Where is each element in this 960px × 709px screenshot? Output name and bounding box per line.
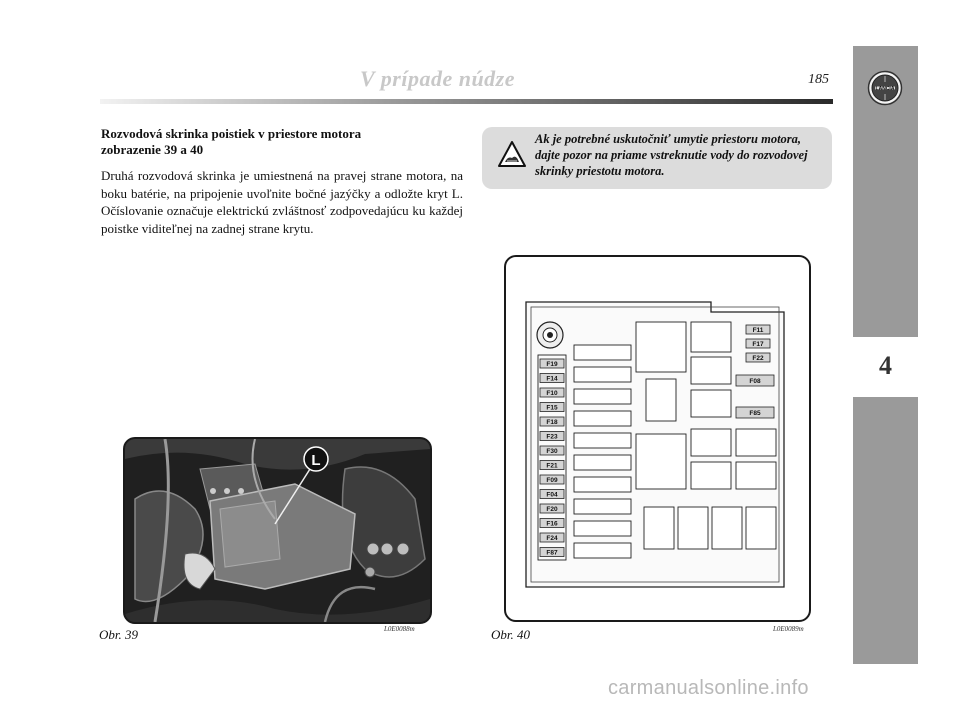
figure-39-caption: Obr. 39 — [99, 627, 139, 642]
page-header-title: V prípade núdze — [360, 66, 516, 91]
figure-39-code: L0E0088m — [384, 625, 415, 633]
fuse-f14 — [540, 374, 564, 383]
fuse-label: F18 — [546, 418, 558, 426]
fuse-f04 — [540, 490, 564, 499]
callout-L: L — [311, 452, 321, 469]
fuse-f08 — [736, 375, 774, 386]
figure-39-photo — [123, 437, 432, 624]
fuse-label: F16 — [546, 520, 558, 528]
fuse-label: F20 — [546, 505, 558, 513]
header-rule — [100, 99, 833, 104]
fuse-f17 — [746, 339, 770, 348]
fuse-f23 — [540, 432, 564, 441]
fuse-label: F15 — [546, 404, 558, 412]
section-body: Druhá rozvodová skrinka je umiestnená na pravej strane motora, na boku batérie, na pripojenie uvoľnite bočné jazýčky a odložte kryt L. Očíslovanie označuje elektrickú zvláštnosť zodpovedajúcu ku každej poistke viditeľnej na zadnej strane krytu. — [101, 168, 463, 236]
top-right-fuse-group — [746, 325, 770, 362]
fuse-label: F08 — [749, 377, 761, 385]
fuse-label: F17 — [752, 340, 764, 348]
fuse-label: F21 — [546, 462, 558, 470]
fuse-f22 — [746, 353, 770, 362]
lancia-logo — [867, 70, 903, 106]
fuse-label: F10 — [546, 389, 558, 397]
fuse-f21 — [540, 461, 564, 470]
logo-text: LANCIA — [875, 86, 895, 92]
section-heading-line-1: Rozvodová skrinka poistiek v priestore motora — [101, 126, 362, 141]
fuse-f18 — [540, 417, 564, 426]
engine-bay-illustration — [125, 439, 430, 622]
fuse-f85 — [736, 407, 774, 418]
warning-text: Ak je potrebné uskutočniť umytie priestoru motora, dajte pozor na priame vstreknutie vody do rozvodovej skrinky priestotu motora. — [535, 132, 808, 178]
fuse-f11 — [746, 325, 770, 334]
fuse-f20 — [540, 504, 564, 513]
watermark: carmanualsonline.info — [608, 677, 809, 699]
fuse-label: F09 — [546, 476, 558, 484]
fuse-f19 — [540, 359, 564, 368]
fusebox-svg — [506, 257, 809, 620]
section-heading-line-2: zobrazenie 39 a 40 — [101, 142, 204, 157]
fuse-label: F23 — [546, 433, 558, 441]
fuse-label: F22 — [752, 354, 764, 362]
fuse-label: F04 — [546, 491, 558, 499]
fuse-f15 — [540, 403, 564, 412]
figure-40-caption: Obr. 40 — [491, 627, 531, 642]
fuse-f30 — [540, 446, 564, 455]
fuse-label: F14 — [546, 375, 558, 383]
fuse-f16 — [540, 519, 564, 528]
section-heading — [101, 126, 441, 158]
fuse-f24 — [540, 533, 564, 542]
page-number: 185 — [808, 72, 829, 87]
fuse-f10 — [540, 388, 564, 397]
fuse-f09 — [540, 475, 564, 484]
warning-triangle-icon — [497, 140, 527, 168]
fuse-label: F85 — [749, 409, 761, 417]
fuse-label: F19 — [546, 360, 558, 368]
fuse-label: F30 — [546, 447, 558, 455]
fuse-f87 — [540, 548, 564, 557]
chapter-number: 4 — [879, 351, 892, 380]
fuse-label: F24 — [546, 534, 558, 542]
figure-40-fusebox-diagram — [504, 255, 811, 622]
figure-40-code: L0E0089m — [773, 625, 804, 633]
fuse-label: F11 — [752, 326, 764, 334]
fuse-label: F87 — [546, 549, 558, 557]
